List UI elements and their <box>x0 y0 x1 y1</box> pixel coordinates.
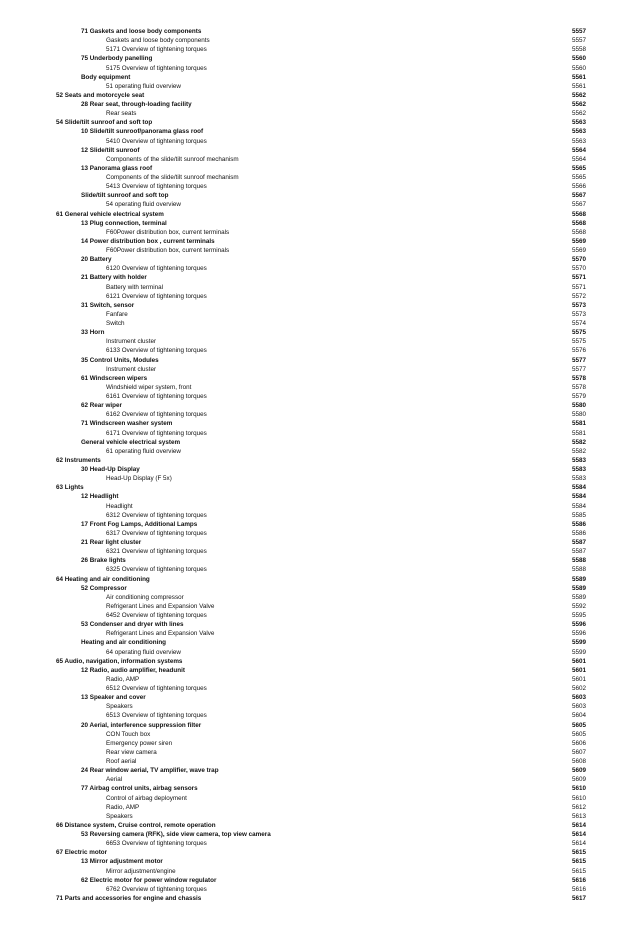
toc-entry-title: Radio, AMP <box>106 803 140 811</box>
toc-entry-page: 5586 <box>571 520 586 528</box>
toc-entry-title: F60Power distribution box, current terminals <box>106 247 230 254</box>
toc-entry[interactable] <box>0 894 626 903</box>
toc-entry-page: 5569 <box>571 247 586 254</box>
toc-entry-page: 5610 <box>571 785 586 793</box>
toc-entry[interactable] <box>0 812 626 821</box>
toc-entry-title: Speakers <box>106 703 133 711</box>
toc-entry[interactable] <box>0 611 626 620</box>
toc-entry-title: Head-Up Display (F 5x) <box>106 475 172 483</box>
toc-entry-title: 52 Seats and motorcycle seat <box>56 91 145 99</box>
toc-entry-title: 6312 Overview of tightening torques <box>106 511 207 519</box>
toc-entry[interactable] <box>0 118 626 127</box>
toc-entry[interactable] <box>0 839 626 848</box>
table-of-contents <box>0 27 626 903</box>
toc-entry-title: Refrigerant Lines and Expansion Valve <box>106 602 215 610</box>
toc-entry-title: 10 Slide/tilt sunroof/panorama glass roof <box>81 128 204 136</box>
toc-entry[interactable] <box>0 438 626 447</box>
toc-entry-title: 6653 Overview of tightening torques <box>106 840 207 848</box>
toc-entry-page: 5576 <box>571 347 586 355</box>
toc-entry-title: 75 Underbody panelling <box>81 55 153 63</box>
toc-entry-page: 5586 <box>571 529 586 537</box>
toc-entry-title: 6162 Overview of tightening torques <box>106 411 207 419</box>
toc-entry-page: 5615 <box>571 858 586 866</box>
toc-entry-page: 5589 <box>571 575 586 583</box>
toc-entry-title: 6452 Overview of tightening torques <box>106 612 207 619</box>
toc-entry[interactable] <box>0 803 626 812</box>
toc-entry[interactable] <box>0 310 626 319</box>
toc-entry[interactable] <box>0 693 626 702</box>
toc-entry-page: 5566 <box>571 183 586 191</box>
toc-entry-title: Fanfare <box>106 310 128 318</box>
toc-entry[interactable] <box>0 885 626 894</box>
toc-entry-page: 5613 <box>571 812 586 820</box>
toc-entry[interactable] <box>0 620 626 629</box>
toc-entry-page: 5595 <box>571 612 586 619</box>
toc-entry-page: 5610 <box>571 794 586 802</box>
toc-entry[interactable] <box>0 383 626 392</box>
toc-entry-page: 5573 <box>571 310 586 318</box>
toc-entry-title: Instrument cluster <box>106 365 157 373</box>
toc-entry-page: 5558 <box>571 46 586 54</box>
toc-entry-page: 5568 <box>571 210 586 218</box>
toc-entry[interactable] <box>0 319 626 328</box>
toc-entry-page: 5557 <box>571 28 586 35</box>
toc-entry-page: 5604 <box>571 712 586 720</box>
toc-entry[interactable] <box>0 283 626 292</box>
toc-entry[interactable] <box>0 638 626 647</box>
toc-entry[interactable] <box>0 821 626 830</box>
toc-entry[interactable] <box>0 337 626 346</box>
toc-entry-page: 5607 <box>571 748 586 756</box>
toc-entry-page: 5601 <box>571 675 586 683</box>
toc-entry[interactable] <box>0 784 626 793</box>
toc-entry[interactable] <box>0 556 626 565</box>
toc-entry-page: 5589 <box>571 593 586 601</box>
toc-entry-title: Mirror adjustment/engine <box>106 867 176 875</box>
toc-entry-title: 64 operating fluid overview <box>106 648 181 656</box>
toc-entry-page: 5563 <box>571 119 586 127</box>
toc-entry-title: 6317 Overview of tightening torques <box>106 529 207 537</box>
toc-entry-page: 5609 <box>571 776 586 784</box>
toc-entry-title: 24 Rear window aerial, TV amplifier, wave trap <box>81 767 219 775</box>
toc-entry-title: 20 Battery <box>81 256 112 264</box>
toc-entry-page: 5568 <box>571 228 586 236</box>
toc-entry-page: 5589 <box>571 584 586 592</box>
toc-entry-title: Speakers <box>106 812 133 820</box>
toc-entry-page: 5587 <box>571 539 586 546</box>
toc-entry-title: General vehicle electrical system <box>81 438 181 446</box>
toc-entry-page: 5584 <box>571 484 586 492</box>
toc-entry-page: 5579 <box>571 393 586 400</box>
toc-entry-title: 13 Plug connection, terminal <box>81 219 167 227</box>
toc-entry[interactable] <box>0 584 626 593</box>
toc-entry[interactable] <box>0 429 626 438</box>
toc-entry-page: 5596 <box>571 630 586 638</box>
toc-entry-page: 5577 <box>571 365 586 373</box>
toc-entry-page: 5560 <box>571 64 586 72</box>
toc-entry[interactable] <box>0 474 626 483</box>
toc-entry-title: 66 Distance system, Cruise control, remote operation <box>56 821 216 829</box>
toc-entry-title: 13 Speaker and cover <box>81 694 146 702</box>
toc-entry-title: 5413 Overview of tightening torques <box>106 183 207 191</box>
toc-entry[interactable] <box>0 292 626 301</box>
toc-entry[interactable] <box>0 73 626 82</box>
toc-entry[interactable] <box>0 739 626 748</box>
toc-entry-title: 6513 Overview of tightening torques <box>106 712 207 720</box>
toc-entry[interactable] <box>0 766 626 775</box>
toc-entry[interactable] <box>0 830 626 839</box>
toc-entry-title: Rear seats <box>106 110 137 118</box>
toc-entry-title: 6762 Overview of tightening torques <box>106 885 207 893</box>
toc-entry[interactable] <box>0 511 626 520</box>
toc-entry-title: 54 Slide/tilt sunroof and soft top <box>56 119 153 127</box>
toc-entry[interactable] <box>0 876 626 885</box>
toc-entry-page: 5592 <box>571 602 586 610</box>
toc-entry[interactable] <box>0 675 626 684</box>
toc-entry-title: 6133 Overview of tightening torques <box>106 347 207 355</box>
toc-entry[interactable] <box>0 392 626 401</box>
toc-entry[interactable] <box>0 155 626 164</box>
toc-entry[interactable] <box>0 410 626 419</box>
toc-entry[interactable] <box>0 164 626 173</box>
toc-entry-title: 21 Battery with holder <box>81 274 147 282</box>
toc-entry-page: 5562 <box>571 101 586 108</box>
toc-entry[interactable] <box>0 483 626 492</box>
toc-entry-page: 5583 <box>571 466 586 473</box>
toc-entry[interactable] <box>0 447 626 456</box>
toc-entry-title: Emergency power siren <box>106 739 173 747</box>
toc-entry-title: 71 Parts and accessories for engine and chassis <box>56 894 202 902</box>
toc-entry[interactable] <box>0 27 626 36</box>
toc-entry-page: 5599 <box>571 639 586 647</box>
toc-entry[interactable] <box>0 648 626 657</box>
toc-entry-title: 62 Instruments <box>56 456 101 464</box>
toc-entry-page: 5616 <box>571 876 586 884</box>
toc-entry-page: 5573 <box>571 301 586 309</box>
toc-entry-title: 53 Reversing camera (RFK), side view camera, top view camera <box>81 831 271 838</box>
toc-entry-title: Battery with terminal <box>106 283 164 291</box>
toc-entry-title: Refrigerant Lines and Expansion Valve <box>106 630 215 638</box>
toc-entry-page: 5615 <box>571 849 586 857</box>
toc-entry-page: 5616 <box>571 885 586 893</box>
toc-entry[interactable] <box>0 219 626 228</box>
toc-entry-title: Headlight <box>106 502 133 510</box>
toc-entry-page: 5601 <box>571 666 586 674</box>
toc-entry[interactable] <box>0 702 626 711</box>
toc-entry-title: 30 Head-Up Display <box>81 466 140 473</box>
toc-entry-title: Body equipment <box>81 73 131 81</box>
toc-entry-title: 77 Airbag control units, airbag sensors <box>81 785 198 793</box>
toc-entry[interactable] <box>0 36 626 45</box>
toc-entry[interactable] <box>0 146 626 155</box>
toc-entry[interactable] <box>0 730 626 739</box>
toc-entry[interactable] <box>0 465 626 474</box>
toc-entry-page: 5564 <box>571 155 586 163</box>
toc-entry-page: 5564 <box>571 146 586 154</box>
toc-entry[interactable] <box>0 137 626 146</box>
toc-entry-title: 71 Windscreen washer system <box>81 420 173 428</box>
toc-entry[interactable] <box>0 374 626 383</box>
toc-entry[interactable] <box>0 45 626 54</box>
toc-entry-page: 5572 <box>571 292 586 300</box>
toc-entry[interactable] <box>0 64 626 73</box>
toc-entry-title: 62 Electric motor for power window regulator <box>81 876 217 884</box>
toc-entry[interactable] <box>0 711 626 720</box>
toc-entry-page: 5565 <box>571 174 586 181</box>
toc-entry[interactable] <box>0 666 626 675</box>
toc-entry[interactable] <box>0 575 626 584</box>
toc-entry-title: 6512 Overview of tightening torques <box>106 685 207 692</box>
toc-entry-title: Roof aerial <box>106 758 137 765</box>
toc-entry[interactable] <box>0 191 626 200</box>
toc-entry-page: 5581 <box>571 429 586 437</box>
toc-entry-title: Heating and air conditioning <box>81 639 167 647</box>
toc-entry[interactable] <box>0 228 626 237</box>
toc-entry-title: 33 Horn <box>81 329 105 337</box>
toc-entry-page: 5599 <box>571 648 586 656</box>
toc-entry[interactable] <box>0 520 626 529</box>
toc-entry[interactable] <box>0 255 626 264</box>
toc-entry[interactable] <box>0 565 626 574</box>
toc-entry-page: 5612 <box>571 803 586 811</box>
toc-entry-title: 12 Slide/tilt sunroof <box>81 146 140 154</box>
toc-entry-title: Radio, AMP <box>106 675 140 683</box>
toc-entry-title: CON Touch box <box>106 730 151 738</box>
toc-entry[interactable] <box>0 365 626 374</box>
toc-entry[interactable] <box>0 657 626 666</box>
toc-entry[interactable] <box>0 100 626 109</box>
toc-entry-title: 6325 Overview of tightening torques <box>106 566 207 574</box>
toc-entry-page: 5582 <box>571 438 586 446</box>
toc-entry-title: 62 Rear wiper <box>81 402 122 410</box>
toc-entry[interactable] <box>0 328 626 337</box>
toc-entry-title: Windshield wiper system, front <box>106 383 192 391</box>
toc-entry-page: 5588 <box>571 566 586 574</box>
toc-entry-title: 5175 Overview of tightening torques <box>106 64 207 72</box>
toc-entry[interactable] <box>0 538 626 547</box>
toc-entry-page: 5583 <box>571 456 586 464</box>
toc-entry-page: 5561 <box>571 73 586 81</box>
toc-entry-page: 5577 <box>571 356 586 364</box>
toc-entry-page: 5584 <box>571 502 586 510</box>
toc-entry-title: 53 Condenser and dryer with lines <box>81 621 184 629</box>
toc-entry-title: Components of the slide/tilt sunroof mechanism <box>106 174 239 181</box>
toc-entry-title: 6321 Overview of tightening torques <box>106 548 207 556</box>
toc-entry-page: 5609 <box>571 767 586 775</box>
toc-entry-title: 51 operating fluid overview <box>106 82 181 90</box>
toc-entry[interactable] <box>0 748 626 757</box>
toc-entry-page: 5603 <box>571 703 586 711</box>
toc-entry[interactable] <box>0 529 626 538</box>
toc-entry-page: 5569 <box>571 237 586 245</box>
toc-entry-page: 5578 <box>571 374 586 382</box>
toc-entry-page: 5614 <box>571 840 586 848</box>
toc-entry-title: 61 General vehicle electrical system <box>56 210 164 218</box>
toc-entry[interactable] <box>0 301 626 310</box>
toc-entry-page: 5605 <box>571 721 586 729</box>
toc-entry-page: 5568 <box>571 219 586 227</box>
toc-entry[interactable] <box>0 602 626 611</box>
toc-entry-title: 52 Compressor <box>81 584 127 592</box>
toc-entry-page: 5571 <box>571 274 586 282</box>
toc-entry-page: 5567 <box>571 192 586 200</box>
toc-entry-page: 5585 <box>571 511 586 519</box>
toc-entry[interactable] <box>0 857 626 866</box>
toc-entry[interactable] <box>0 502 626 511</box>
toc-entry[interactable] <box>0 273 626 282</box>
toc-entry-title: 6161 Overview of tightening torques <box>106 393 207 400</box>
toc-entry-title: 5410 Overview of tightening torques <box>106 137 207 145</box>
toc-entry[interactable] <box>0 173 626 182</box>
toc-entry[interactable] <box>0 246 626 255</box>
toc-entry-page: 5567 <box>571 201 586 209</box>
toc-entry-page: 5596 <box>571 621 586 629</box>
toc-entry-title: 65 Audio, navigation, information systems <box>56 657 183 665</box>
toc-entry-title: 26 Brake lights <box>81 557 126 565</box>
toc-entry-page: 5606 <box>571 739 586 747</box>
toc-entry-title: Gaskets and loose body components <box>106 37 210 45</box>
toc-entry-title: 13 Panorama glass roof <box>81 164 153 172</box>
toc-entry-title: 13 Mirror adjustment motor <box>81 858 163 866</box>
toc-entry-title: 67 Electric motor <box>56 849 108 857</box>
toc-entry-page: 5605 <box>571 730 586 738</box>
toc-entry-page: 5588 <box>571 557 586 565</box>
toc-entry-page: 5614 <box>571 821 586 829</box>
toc-entry-page: 5562 <box>571 91 586 99</box>
toc-entry-page: 5557 <box>571 37 586 45</box>
toc-entry-title: 14 Power distribution box , current terminals <box>81 237 215 245</box>
toc-entry-page: 5580 <box>571 411 586 419</box>
toc-entry-title: 6120 Overview of tightening torques <box>106 265 207 273</box>
toc-entry[interactable] <box>0 629 626 638</box>
toc-entry-title: Instrument cluster <box>106 338 157 346</box>
toc-entry-page: 5574 <box>571 320 586 327</box>
toc-entry-page: 5570 <box>571 256 586 264</box>
toc-entry-page: 5615 <box>571 867 586 875</box>
toc-entry-title: Components of the slide/tilt sunroof mechanism <box>106 155 239 163</box>
toc-entry[interactable] <box>0 419 626 428</box>
toc-entry[interactable] <box>0 794 626 803</box>
toc-entry-page: 5580 <box>571 402 586 410</box>
toc-entry-page: 5563 <box>571 137 586 145</box>
toc-entry-page: 5614 <box>571 831 586 838</box>
toc-entry[interactable] <box>0 200 626 209</box>
toc-entry-title: F60Power distribution box, current terminals <box>106 228 230 236</box>
toc-entry-page: 5560 <box>571 55 586 63</box>
toc-entry-title: 12 Radio, audio amplifier, headunit <box>81 666 185 674</box>
toc-entry-page: 5565 <box>571 164 586 172</box>
toc-entry-title: 28 Rear seat, through-loading facility <box>81 101 192 108</box>
toc-entry[interactable] <box>0 356 626 365</box>
toc-entry[interactable] <box>0 867 626 876</box>
toc-entry-title: Rear view camera <box>106 748 157 756</box>
toc-entry-title: Slide/tilt sunroof and soft top <box>81 192 169 200</box>
toc-entry-title: 64 Heating and air conditioning <box>56 575 150 583</box>
toc-entry-title: 5171 Overview of tightening torques <box>106 46 207 54</box>
toc-entry[interactable] <box>0 456 626 465</box>
toc-entry-title: Air conditioning compressor <box>106 593 184 601</box>
toc-entry[interactable] <box>0 547 626 556</box>
toc-entry-title: 35 Control Units, Modules <box>81 356 159 364</box>
toc-entry-page: 5575 <box>571 338 586 346</box>
toc-entry[interactable] <box>0 82 626 91</box>
toc-entry-title: Switch <box>106 320 125 327</box>
toc-entry-title: Aerial <box>106 776 123 784</box>
toc-entry-title: 31 Switch, sensor <box>81 301 135 309</box>
toc-entry-page: 5575 <box>571 329 586 337</box>
toc-entry-title: 20 Aerial, interference suppression filter <box>81 721 202 729</box>
toc-entry[interactable] <box>0 401 626 410</box>
toc-entry[interactable] <box>0 848 626 857</box>
toc-entry-page: 5578 <box>571 383 586 391</box>
toc-entry[interactable] <box>0 593 626 602</box>
toc-entry[interactable] <box>0 54 626 63</box>
toc-entry-page: 5583 <box>571 475 586 483</box>
toc-entry-page: 5602 <box>571 685 586 692</box>
toc-entry-page: 5587 <box>571 548 586 556</box>
toc-entry-title: 61 Windscreen wipers <box>81 374 148 382</box>
toc-entry-page: 5601 <box>571 657 586 665</box>
toc-entry[interactable] <box>0 721 626 730</box>
toc-entry[interactable] <box>0 684 626 693</box>
toc-entry-page: 5584 <box>571 493 586 501</box>
toc-entry-title: 6171 Overview of tightening torques <box>106 429 207 437</box>
toc-entry[interactable] <box>0 210 626 219</box>
toc-entry-page: 5561 <box>571 82 586 90</box>
toc-entry-title: 61 operating fluid overview <box>106 447 181 455</box>
toc-entry-title: Control of airbag deployment <box>106 794 187 802</box>
toc-entry-title: 71 Gaskets and loose body components <box>81 28 202 35</box>
toc-entry-page: 5562 <box>571 110 586 118</box>
toc-entry[interactable] <box>0 91 626 100</box>
toc-entry-title: 17 Front Fog Lamps, Additional Lamps <box>81 520 198 528</box>
toc-entry-page: 5608 <box>571 758 586 765</box>
toc-entry[interactable] <box>0 237 626 246</box>
toc-entry-page: 5603 <box>571 694 586 702</box>
toc-entry[interactable] <box>0 109 626 118</box>
toc-entry-page: 5570 <box>571 265 586 273</box>
toc-entry-title: 63 Lights <box>56 484 84 492</box>
toc-entry-title: 12 Headlight <box>81 493 119 501</box>
toc-entry-page: 5563 <box>571 128 586 136</box>
toc-entry-title: 21 Rear light cluster <box>81 539 142 546</box>
toc-entry[interactable] <box>0 757 626 766</box>
toc-entry[interactable] <box>0 182 626 191</box>
toc-entry[interactable] <box>0 127 626 136</box>
toc-entry-page: 5571 <box>571 283 586 291</box>
toc-entry-title: 54 operating fluid overview <box>106 201 181 209</box>
toc-entry-page: 5582 <box>571 447 586 455</box>
toc-entry-page: 5617 <box>571 894 586 902</box>
toc-entry-title: 6121 Overview of tightening torques <box>106 292 207 300</box>
toc-entry[interactable] <box>0 264 626 273</box>
toc-entry[interactable] <box>0 346 626 355</box>
toc-entry-page: 5581 <box>571 420 586 428</box>
toc-entry[interactable] <box>0 492 626 501</box>
toc-entry[interactable] <box>0 775 626 784</box>
